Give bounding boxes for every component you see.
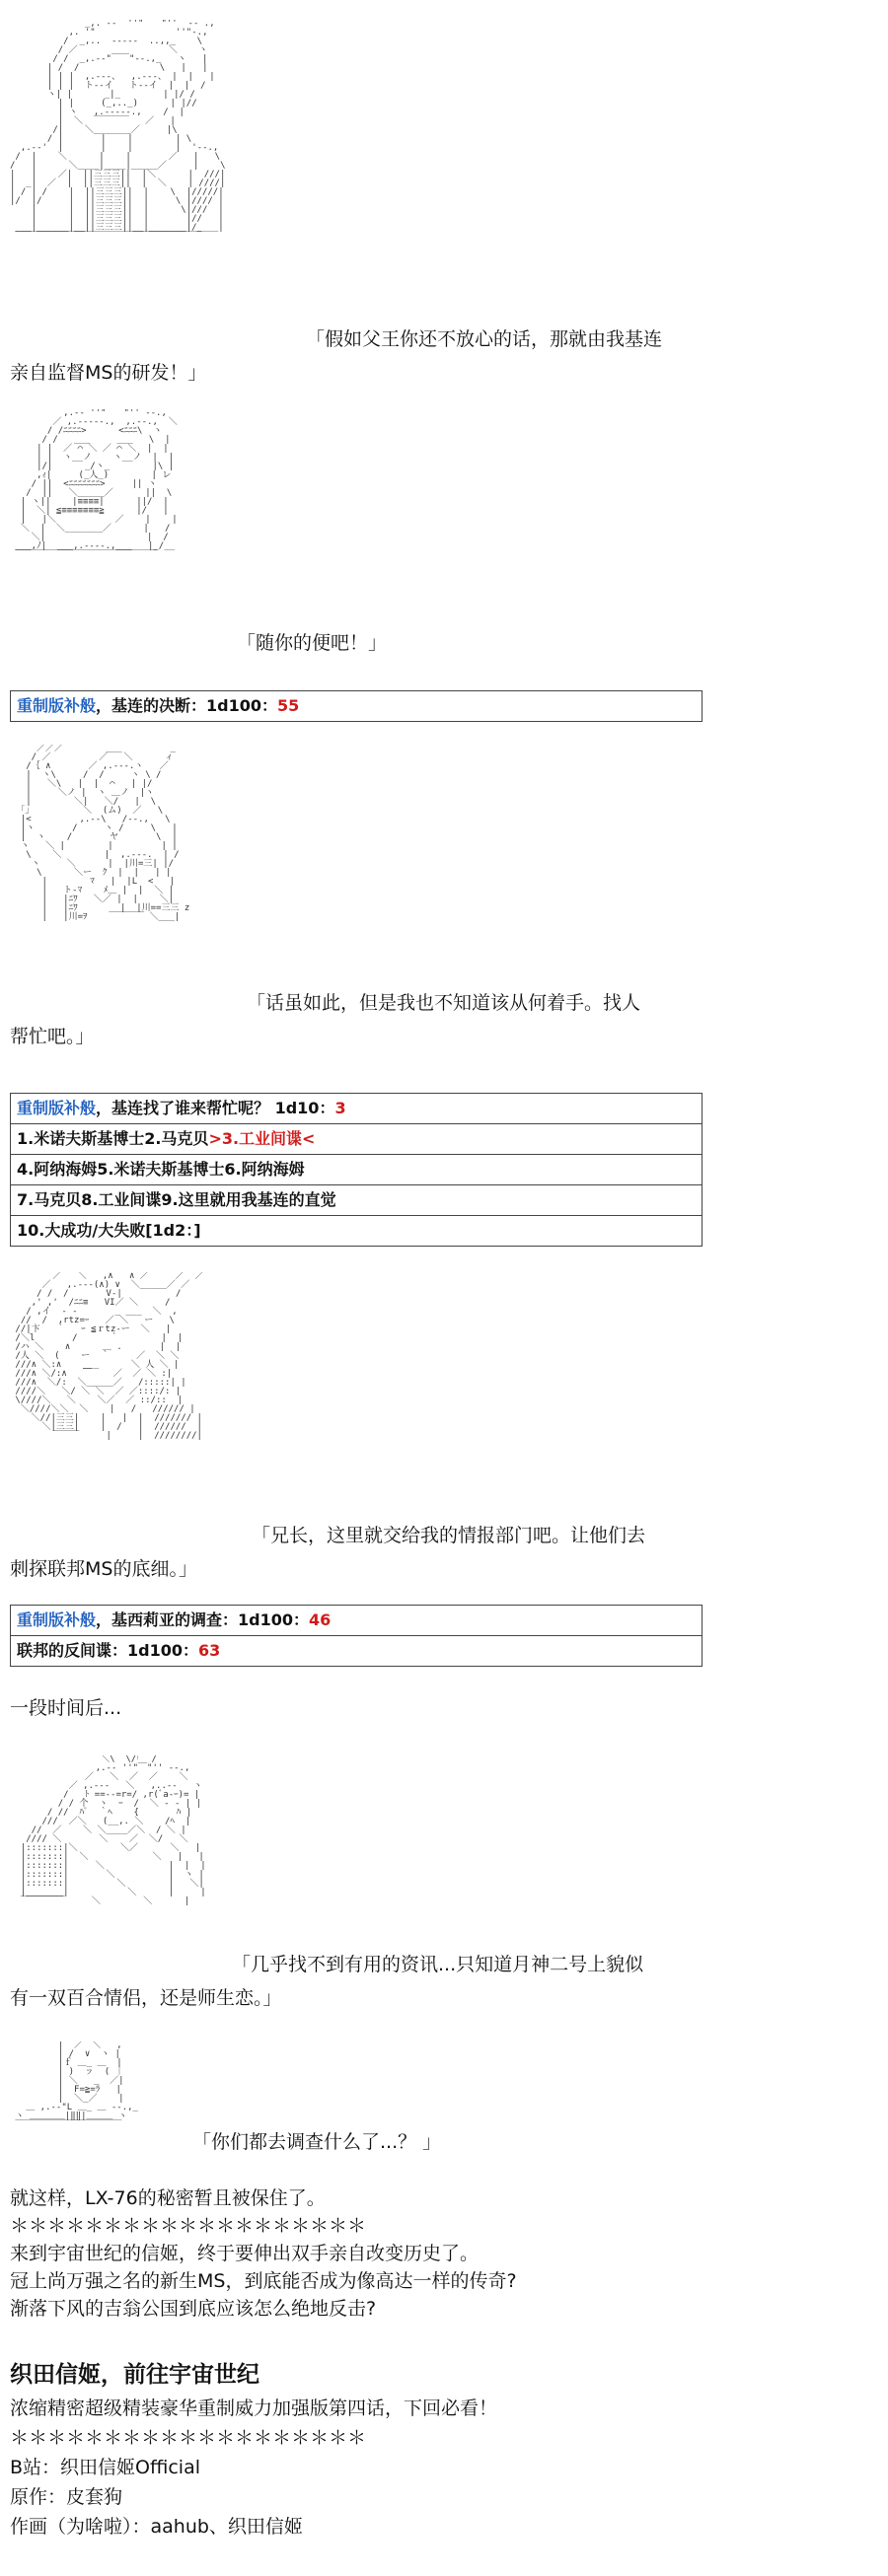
roll-label: ，基西莉亚的调查：1d100： — [96, 1610, 310, 1629]
roll-option: 1.米诺夫斯基博士2.马克贝 — [17, 1129, 209, 1148]
dialog-line: 帮忙吧。」 — [10, 1026, 95, 1047]
ending-line: 就这样，LX-76的秘密暂且被保住了。 — [10, 2187, 326, 2209]
dialog-line: 亲自监督MS的研发！」 — [10, 362, 207, 384]
dialog-scene2 — [10, 626, 701, 660]
dialog-line: 「假如父王你还不放心的话，那就由我基连 — [306, 328, 663, 350]
dialog-line: 「兄长，这里就交给我的情报部门吧。让他们去 — [252, 1525, 646, 1546]
roll-row — [11, 1606, 702, 1636]
roll-option: 7.马克贝8.工业间谍9.这里就用我基连的直觉 — [17, 1190, 336, 1209]
roll-option: 4.阿纳海姆5.米诺夫斯基博士6.阿纳海姆 — [17, 1160, 305, 1179]
roll-row — [11, 1185, 702, 1216]
ending-line: 浓缩精密超级精装豪华重制威力加强版第四话，下回必看！ — [10, 2397, 498, 2419]
roll-row — [11, 691, 702, 721]
ending-credit-art: 作画（为啥啦）：aahub、织田信姬 — [10, 2516, 303, 2538]
roll-label: ，基连的决断：1d100： — [96, 696, 278, 715]
ascii-art-agent: ＼\ \/｢ / ,.-‐ ''"￣"'' ‐-., ／ ＼ ／ ／ ＼ ／ ,.-‐‐ ＼ ,..-- ヽ / ﾄ ==‐‐=r=/ ,r(ﾞa-ｰ)= | / / 个 ヽ ｰ / ＼ ‐ ‐ | | / // ﾊﾟ ｀ﾍ { ﾊ | /// ／＼ (__,. ＼ /ﾍ | // ／ ＼ ＼____／＼ / ＼ | //// ＼ ＼ ／ ＼/ ＼ |:::::::|＼ ＼／ ＼ | |:::::::| ＼ ＼ | | |:::::::| ＼ | | | |:::::::| ＼ | ヽ | |:::::::| ＼ | ＼| |_______| ＼ | | ￣￣￣￣￣ ＼ ＼ | — [20, 1755, 206, 1906]
dialog-line: 刺探联邦MS的底细。」 — [10, 1558, 197, 1580]
dialog-scene3 — [10, 986, 701, 1053]
ending-title: 织田信姬，前往宇宙世纪 — [10, 2362, 259, 2388]
ascii-art-gihren-2: ／／／ ___ _ / ／ ／ ＼ ィ /｛ ∧ ／ ,.-‐-.ヽ ／ | ヽ\ / / ヽ \ / | ＼\ | | ⌒ | |/ | ＼ノ | ヽ ＿ノ |ヽ | ＼| ＼/ | \ ｢｣ ＼ (ム) ／ \ |< ,.-‐\ /‐-., \ |ヽ / ヽ / \ | | ヽ / ヤ \ | ヽ ＼ | | | | \ ＼ | ,.-‐-. | / ヽ ＼ | |川=三| |/ \ ＼ー ｸ | | | | | ﾏ | |L < | | ト‐ﾏ ﾒ＿ | | ＼ | | |ﾆﾜ ＼／ | | ＼| | |ﾆﾜ | |川==三三 z | |川=ｦ ￣￣￣￣ ＼___| — [20, 745, 190, 922]
roll-row — [11, 1124, 702, 1155]
ending-stars: ＊＊＊＊＊＊＊＊＊＊＊＊＊＊＊＊＊＊＊ — [10, 2427, 367, 2449]
roll-row — [11, 1155, 702, 1185]
roll-row — [11, 1216, 702, 1246]
roll-value: 46 — [309, 1610, 332, 1629]
narration-text: 一段时间后... — [10, 1697, 122, 1719]
roll-tag: 重制版补般 — [17, 1610, 97, 1629]
dialog-scene5 — [10, 1948, 701, 2015]
ending-stars: ＊＊＊＊＊＊＊＊＊＊＊＊＊＊＊＊＊＊＊ — [10, 2215, 367, 2237]
roll-tag: 重制版补般 — [17, 696, 97, 715]
roll-option-selected: >3.工业间谍< — [208, 1129, 316, 1148]
ending-line: 冠上尚万强之名的新生MS，到底能否成为像高达一样的传奇? — [10, 2270, 517, 2292]
roll-row — [11, 1636, 702, 1666]
roll-label: 联邦的反间谍：1d100： — [17, 1641, 198, 1660]
ascii-art-gihren-3: | ／￣＼ , | / ∨ ヽ | |ｆ ＿_ ＿ | | ) ㇷ ( ｜ | ＼ _ ／| | F=≧=ﾗ | | ＼_／ | ＿ ,.-‐"L ＿_ ＿ ‐-.,_ ヽ ＿＿＿＿|‖‖|＿＿＿ ヽ ￣￣￣￣￣￣￣￣￣￣￣￣ — [15, 2041, 138, 2130]
roll-row — [11, 1094, 702, 1124]
ending-line: 渐落下风的吉翁公国到底应该怎么绝地反击? — [10, 2298, 377, 2320]
dialog-line: 「随你的便吧！」 — [237, 632, 388, 654]
ascii-art-degwin: ,.-‐ ''"￣￣"'' ‐-., ／ ,.-‐‐‐-., ,.-‐., ＼ / /ﾆﾆﾆﾆ> <ﾆﾆﾆ\ ヽ / / ___ ___ \ | | | ／ ⌒ ＼ ／ ⌒ ＼ | | | | ヽ__ノ ヽ__ノ | | |/| _/ヽ_ |\ | ,ｨ| (_人_) | レ / || <ﾆﾆﾆﾆﾆﾆﾆ> || ヽ / || ＼_____／ || \ | ヽ|| |≡≡≡≡| ||/ | | ＼| ≦≡≡≡≡≡≡≡≧ |/ | | |＼ ／ | | ＼ | ＼_______／ | / ＼| | / ___,ﾉ| ___,.-‐‐-.,___ |_/__ ￣￣￣￣￣￣￣￣￣￣￣￣￣￣￣￣ — [15, 409, 178, 560]
ending-line: 来到宇宙世纪的信姬，终于要伸出双手亲自改变历史了。 — [10, 2243, 480, 2264]
roll-box-1 — [10, 690, 703, 722]
dialog-scene1 — [10, 322, 701, 390]
roll-value: 63 — [198, 1641, 221, 1660]
ascii-art-gihren-1: _,. -‐ ''"￣￣"'' ‐- ., ,. '" ''"-., / _,.. -‐‐‐- ..,,_ \ / ／ ＼ ヽ / / _,.-‐"￣￣"‐-.,_ ヽ | | / / \ | | | | | ,.-‐-、 ,.-‐-、 | | | | | | ト--イ ト--イ | | / ヽ| | _|_ | |/ / | | (_,.._) | |// | ヽ ,.-‐‐‐-., / | | ＼ ￣￣￣￣ ／ | /| ＼_______／ |\ / | | | | \ ,.-‐' | | | | '‐-., / | ＼ | | ／ | \ / | ＼____|____|_____／ | \ | | ／| ||三三三|| |＼ | ///| | _| ／ | ||三三三|| | ＼ | ////| | / | / | ||三三三|| | \ |/////| |/ |/ | ||三三三|| | \ |//// | | | ||三三三|| | \|/// | | | ||三三三|| | |// | ___|______|__||三三三||__|_______|/____| ￣￣￣￣￣￣￣￣￣￣￣￣￣￣￣￣￣￣￣￣￣ — [10, 20, 226, 242]
dialog-line: 「你们都去调查什么了...？ 」 — [192, 2131, 442, 2153]
roll-option: 10.大成功/大失败[1d2：] — [17, 1221, 201, 1240]
ending-credit-bilibili: B站：织田信姬Official — [10, 2457, 201, 2478]
roll-value: 55 — [277, 696, 300, 715]
dialog-line: 有一双百合情侣，还是师生恋。」 — [10, 1987, 282, 2009]
dialog-line: 「几乎找不到有用的资讯...只知道月神二号上貌似 — [232, 1954, 644, 1975]
dialog-scene4 — [10, 1519, 701, 1586]
roll-value: 3 — [334, 1099, 346, 1117]
ending-credit-author: 原作：皮套狗 — [10, 2486, 123, 2508]
roll-box-3 — [10, 1605, 703, 1667]
dialog-line: 「话虽如此，但是我也不知道该从何着手。找人 — [247, 992, 641, 1014]
dialog-scene6 — [10, 2125, 701, 2159]
roll-box-2 — [10, 1093, 703, 1247]
roll-label: ，基连找了谁来帮忙呢？ 1d10： — [96, 1099, 335, 1117]
roll-tag: 重制版补般 — [17, 1099, 97, 1117]
ascii-art-kycilia: ／ ＼ ,∧ ∧ ／￣￣￣／ ／ ／ ,.-‐-(∧) ∨ ＼_____／ ／ / / / V-| / ,' ,' /ﾆﾆ≡ VI／ ＼ / / ,イ - - _ ___ ＼ , // / ,rtz=ｰ ／ ＼ ー \ //|卞 ｀ ｰ ≦ｒtz-ー ＼ | /＼l / ｀ | | /ハ ＼ ∧ ＿ . | | /人 ＼ ( ー ｀ ／ ＼ ＼ ///∧ ＼:∧ ___ ＼ 人 ＼ | ///∧ ＼/:∧ ￣ ／ ／ ＼ :| ///∧ ＼/: ＼_____／ /:::::| | ////＼ ＼/ ＼ ＼ ／ ／::::/: | \////＼ ＼ ＼／ ／ ::/:: | ＼////＼＼ ＼ | / ////// | ＼//|三三| | | | /////// | ＼|三三| | / | ////// | ￣￣￣ | | ////////| — [15, 1272, 204, 1441]
